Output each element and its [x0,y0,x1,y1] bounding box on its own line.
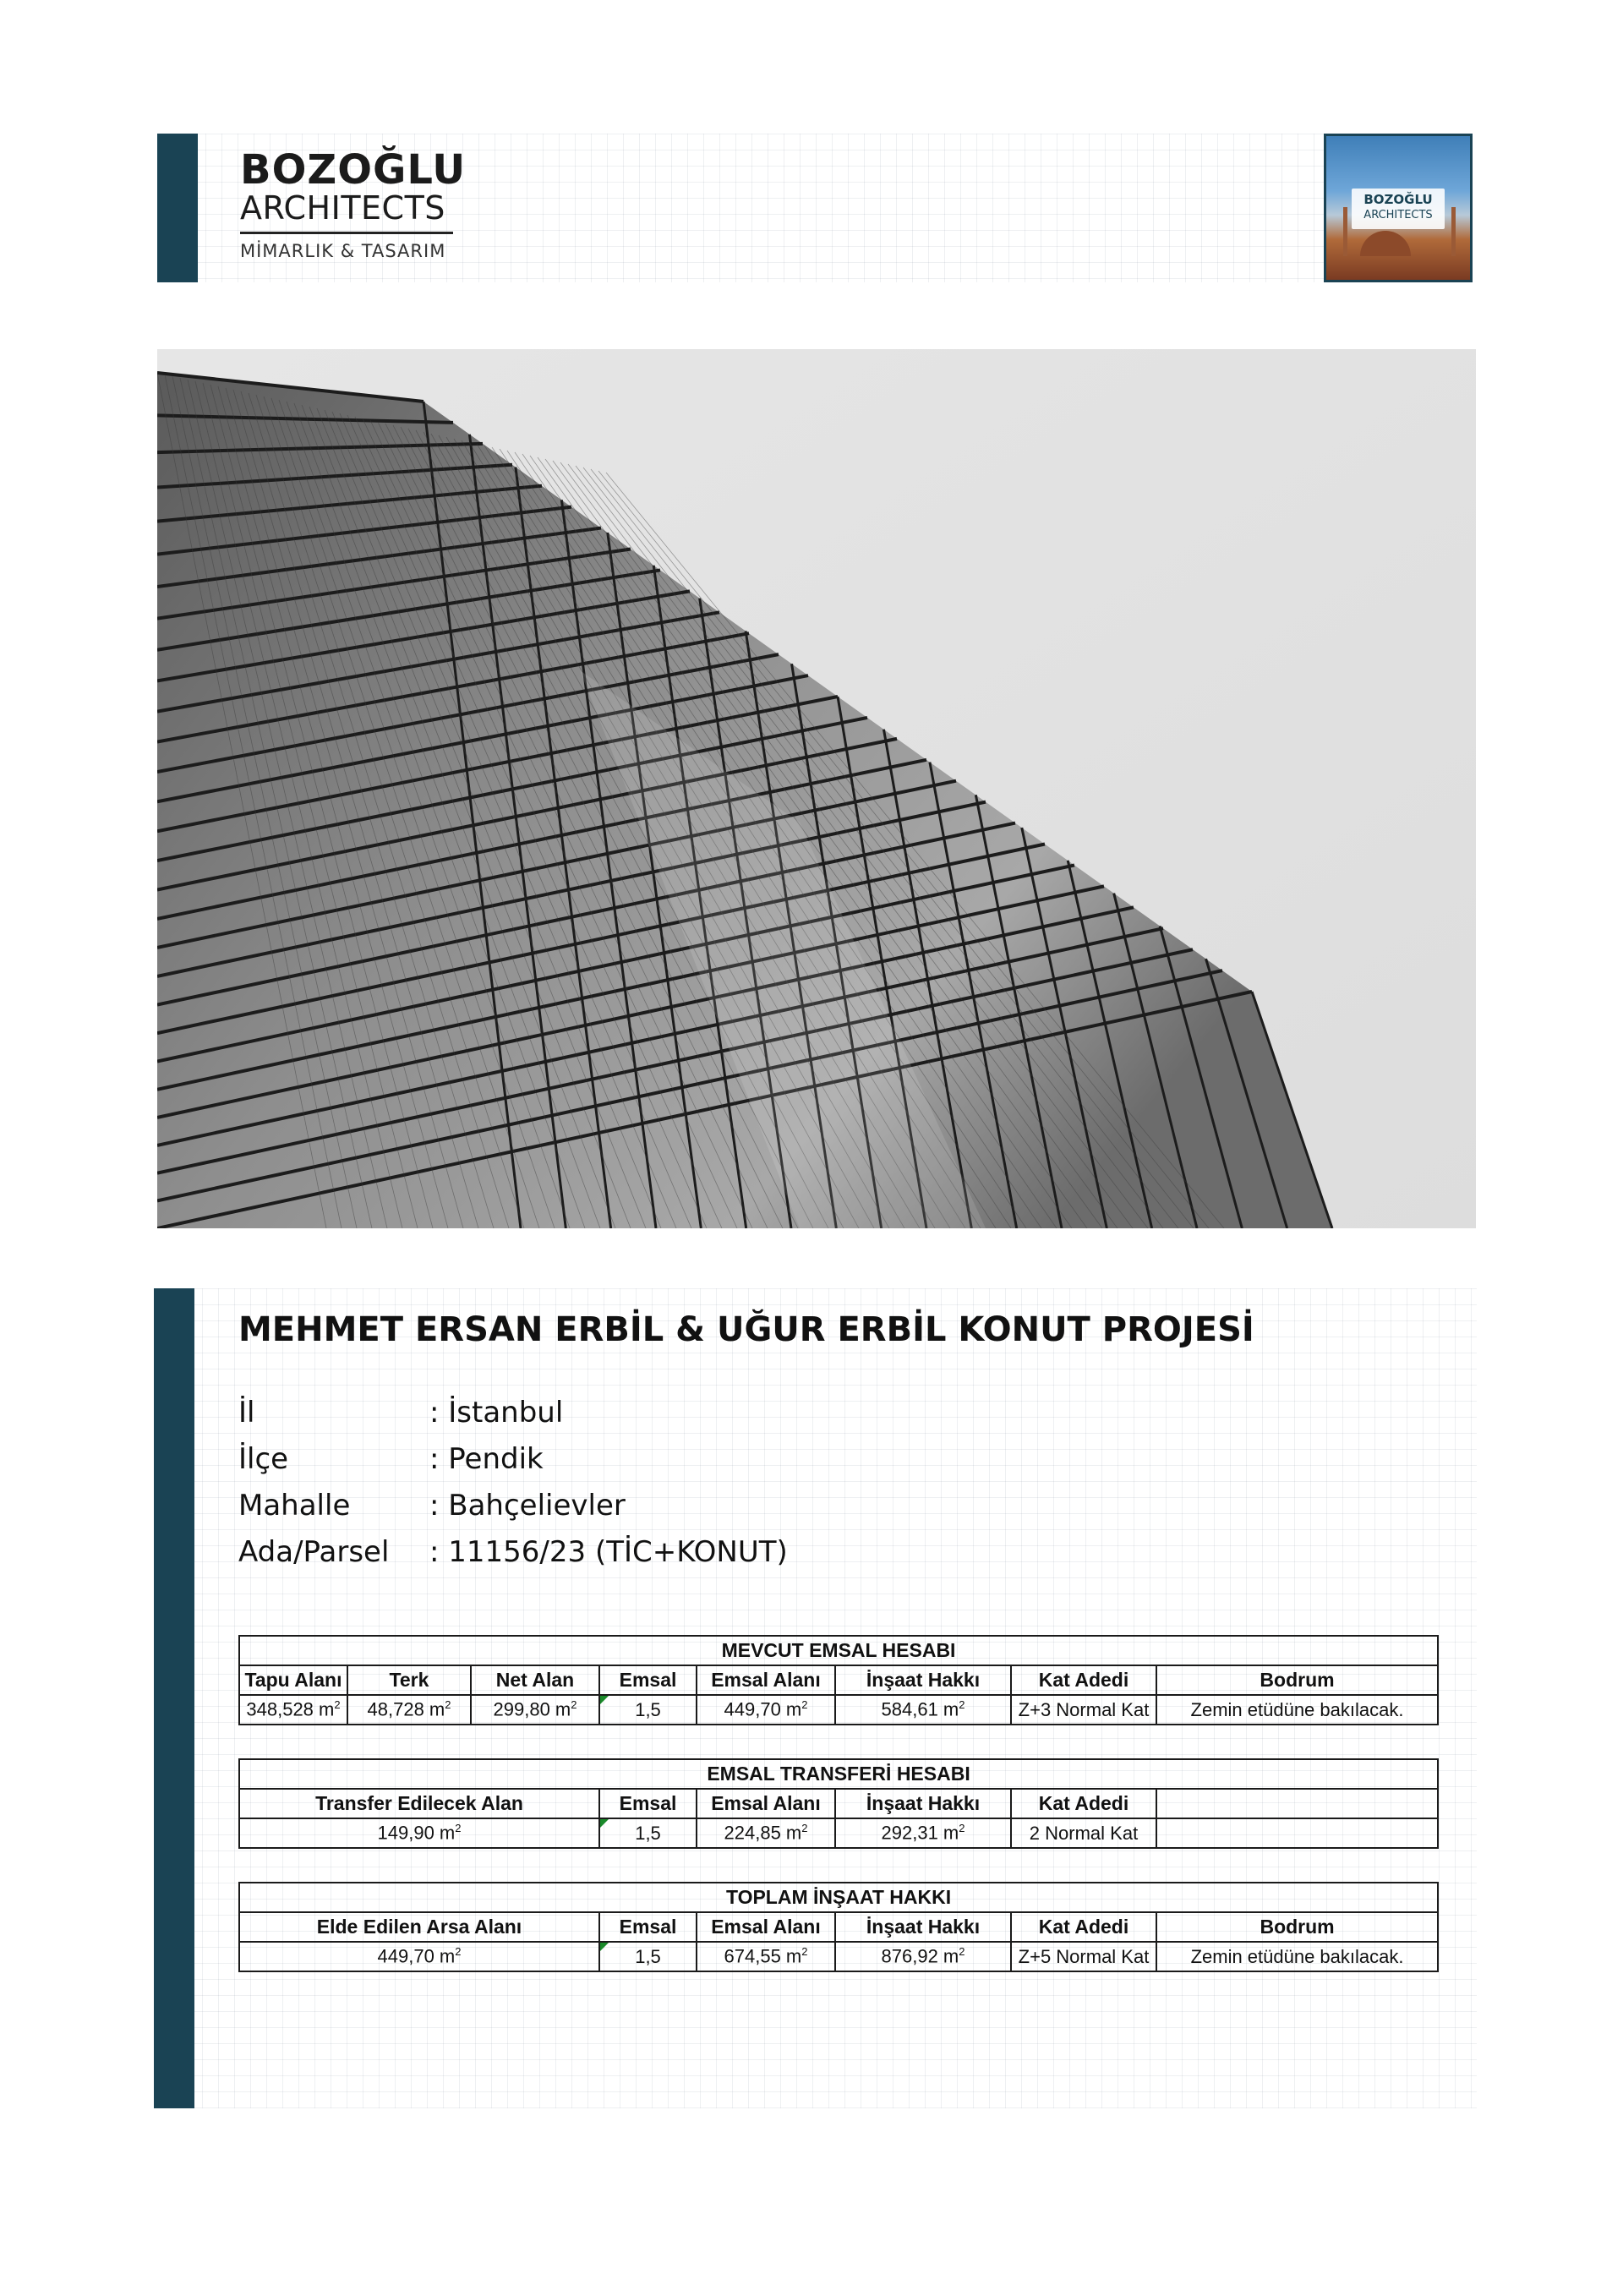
table-cell: Zemin etüdüne bakılacak. [1156,1942,1438,1971]
table-cell [1156,1818,1438,1848]
cell-value: 299,80 m [493,1698,571,1720]
column-header: Kat Adedi [1011,1912,1156,1942]
column-header: Net Alan [471,1665,599,1695]
table-title: EMSAL TRANSFERİ HESABI [239,1759,1438,1789]
column-header: Emsal [599,1665,697,1695]
column-header: Emsal Alanı [697,1789,835,1818]
cell-comment-marker [600,1696,609,1704]
info-value: : 11156/23 (TİC+KONUT) [429,1535,788,1569]
minaret-icon [1343,207,1347,256]
column-header: Emsal Alanı [697,1665,835,1695]
cell-comment-marker [600,1943,609,1951]
table-cell [599,1695,697,1725]
unit-superscript: 2 [959,1698,965,1712]
project-title: MEHMET ERSAN ERBİL & UĞUR ERBİL KONUT PROJESİ [238,1310,1254,1349]
unit-superscript: 2 [801,1698,808,1712]
cell-value: 348,528 m [246,1698,335,1720]
column-header: Transfer Edilecek Alan [239,1789,599,1818]
table-cell [697,1942,835,1971]
cell-value: 48,728 m [367,1698,445,1720]
cell-value: 449,70 m [724,1698,802,1720]
logo-text-line1: BOZOĞLU [1363,192,1433,207]
project-info-panel [154,1288,1477,2108]
unit-superscript: 2 [959,1945,965,1959]
minaret-icon [1451,207,1456,256]
column-header: Elde Edilen Arsa Alanı [239,1912,599,1942]
table-cell [347,1695,471,1725]
building-photo [157,349,1476,1228]
unit-superscript: 2 [571,1698,577,1712]
mevcut-emsal-table [238,1635,1439,1725]
page-header [157,134,1473,282]
brand-name: BOZOĞLU [240,146,467,194]
building-facade-illustration [157,349,1476,1228]
info-row-mahalle [238,1483,788,1529]
column-header [1156,1789,1438,1818]
cell-value: 1,5 [635,1822,661,1844]
cell-value: 876,92 m [881,1945,959,1967]
info-value: : Bahçelievler [429,1489,626,1522]
table-cell [239,1818,599,1848]
info-value: : İstanbul [429,1396,564,1430]
unit-superscript: 2 [334,1698,341,1712]
table-cell [471,1695,599,1725]
column-header: İnşaat Hakkı [835,1912,1011,1942]
table-cell [697,1695,835,1725]
cell-value: 1,5 [635,1945,661,1967]
brand-wordmark [240,146,467,261]
info-row-il [238,1390,788,1436]
cell-value: 674,55 m [724,1945,802,1967]
column-header: Tapu Alanı [239,1665,347,1695]
cell-value: 1,5 [635,1698,661,1720]
table-cell [835,1942,1011,1971]
column-header: İnşaat Hakkı [835,1665,1011,1695]
column-header: İnşaat Hakkı [835,1789,1011,1818]
table-cell [239,1942,599,1971]
table-cell [697,1818,835,1848]
info-row-ada-parsel [238,1529,788,1576]
cell-value: 584,61 m [881,1698,959,1720]
brand-divider [240,232,453,234]
unit-superscript: 2 [455,1945,462,1959]
info-label: İlçe [238,1442,289,1476]
column-header: Kat Adedi [1011,1665,1156,1695]
info-value: : Pendik [429,1442,544,1476]
table-cell: Z+3 Normal Kat [1011,1695,1156,1725]
project-location-list [238,1390,788,1576]
column-header: Emsal [599,1789,697,1818]
toplam-insaat-hakki-table [238,1882,1439,1972]
logo-image [1324,134,1473,282]
table-title: MEVCUT EMSAL HESABI [239,1636,1438,1665]
table-cell [599,1942,697,1971]
cell-value: 224,85 m [724,1822,802,1844]
column-header: Emsal Alanı [697,1912,835,1942]
table-cell [835,1695,1011,1725]
brand-tagline: MİMARLIK & TASARIM [240,241,446,261]
info-label: İl [238,1396,255,1430]
unit-superscript: 2 [959,1822,965,1835]
info-row-ilce [238,1436,788,1483]
panel-accent-bar [154,1288,194,2108]
cell-value: 149,90 m [377,1822,456,1844]
logo-text-line2: ARCHITECTS [1363,209,1433,221]
table-title: TOPLAM İNŞAAT HAKKI [239,1883,1438,1912]
logo-plate [1352,189,1445,229]
cell-comment-marker [600,1819,609,1828]
column-header: Bodrum [1156,1665,1438,1695]
column-header: Bodrum [1156,1912,1438,1942]
mosque-dome-icon [1360,231,1411,256]
column-header: Kat Adedi [1011,1789,1156,1818]
unit-superscript: 2 [455,1822,462,1835]
emsal-transferi-table [238,1758,1439,1849]
info-label: Ada/Parsel [238,1535,390,1569]
unit-superscript: 2 [445,1698,451,1712]
table-cell: 2 Normal Kat [1011,1818,1156,1848]
table-cell [599,1818,697,1848]
table-cell: Zemin etüdüne bakılacak. [1156,1695,1438,1725]
table-cell [239,1695,347,1725]
table-cell [835,1818,1011,1848]
header-accent-bar [157,134,198,282]
cell-value: 292,31 m [881,1822,959,1844]
unit-superscript: 2 [801,1945,808,1959]
column-header: Terk [347,1665,471,1695]
column-header: Emsal [599,1912,697,1942]
table-cell: Z+5 Normal Kat [1011,1942,1156,1971]
info-label: Mahalle [238,1489,351,1522]
unit-superscript: 2 [801,1822,808,1835]
cell-value: 449,70 m [377,1945,456,1967]
brand-subname: ARCHITECTS [240,189,445,227]
